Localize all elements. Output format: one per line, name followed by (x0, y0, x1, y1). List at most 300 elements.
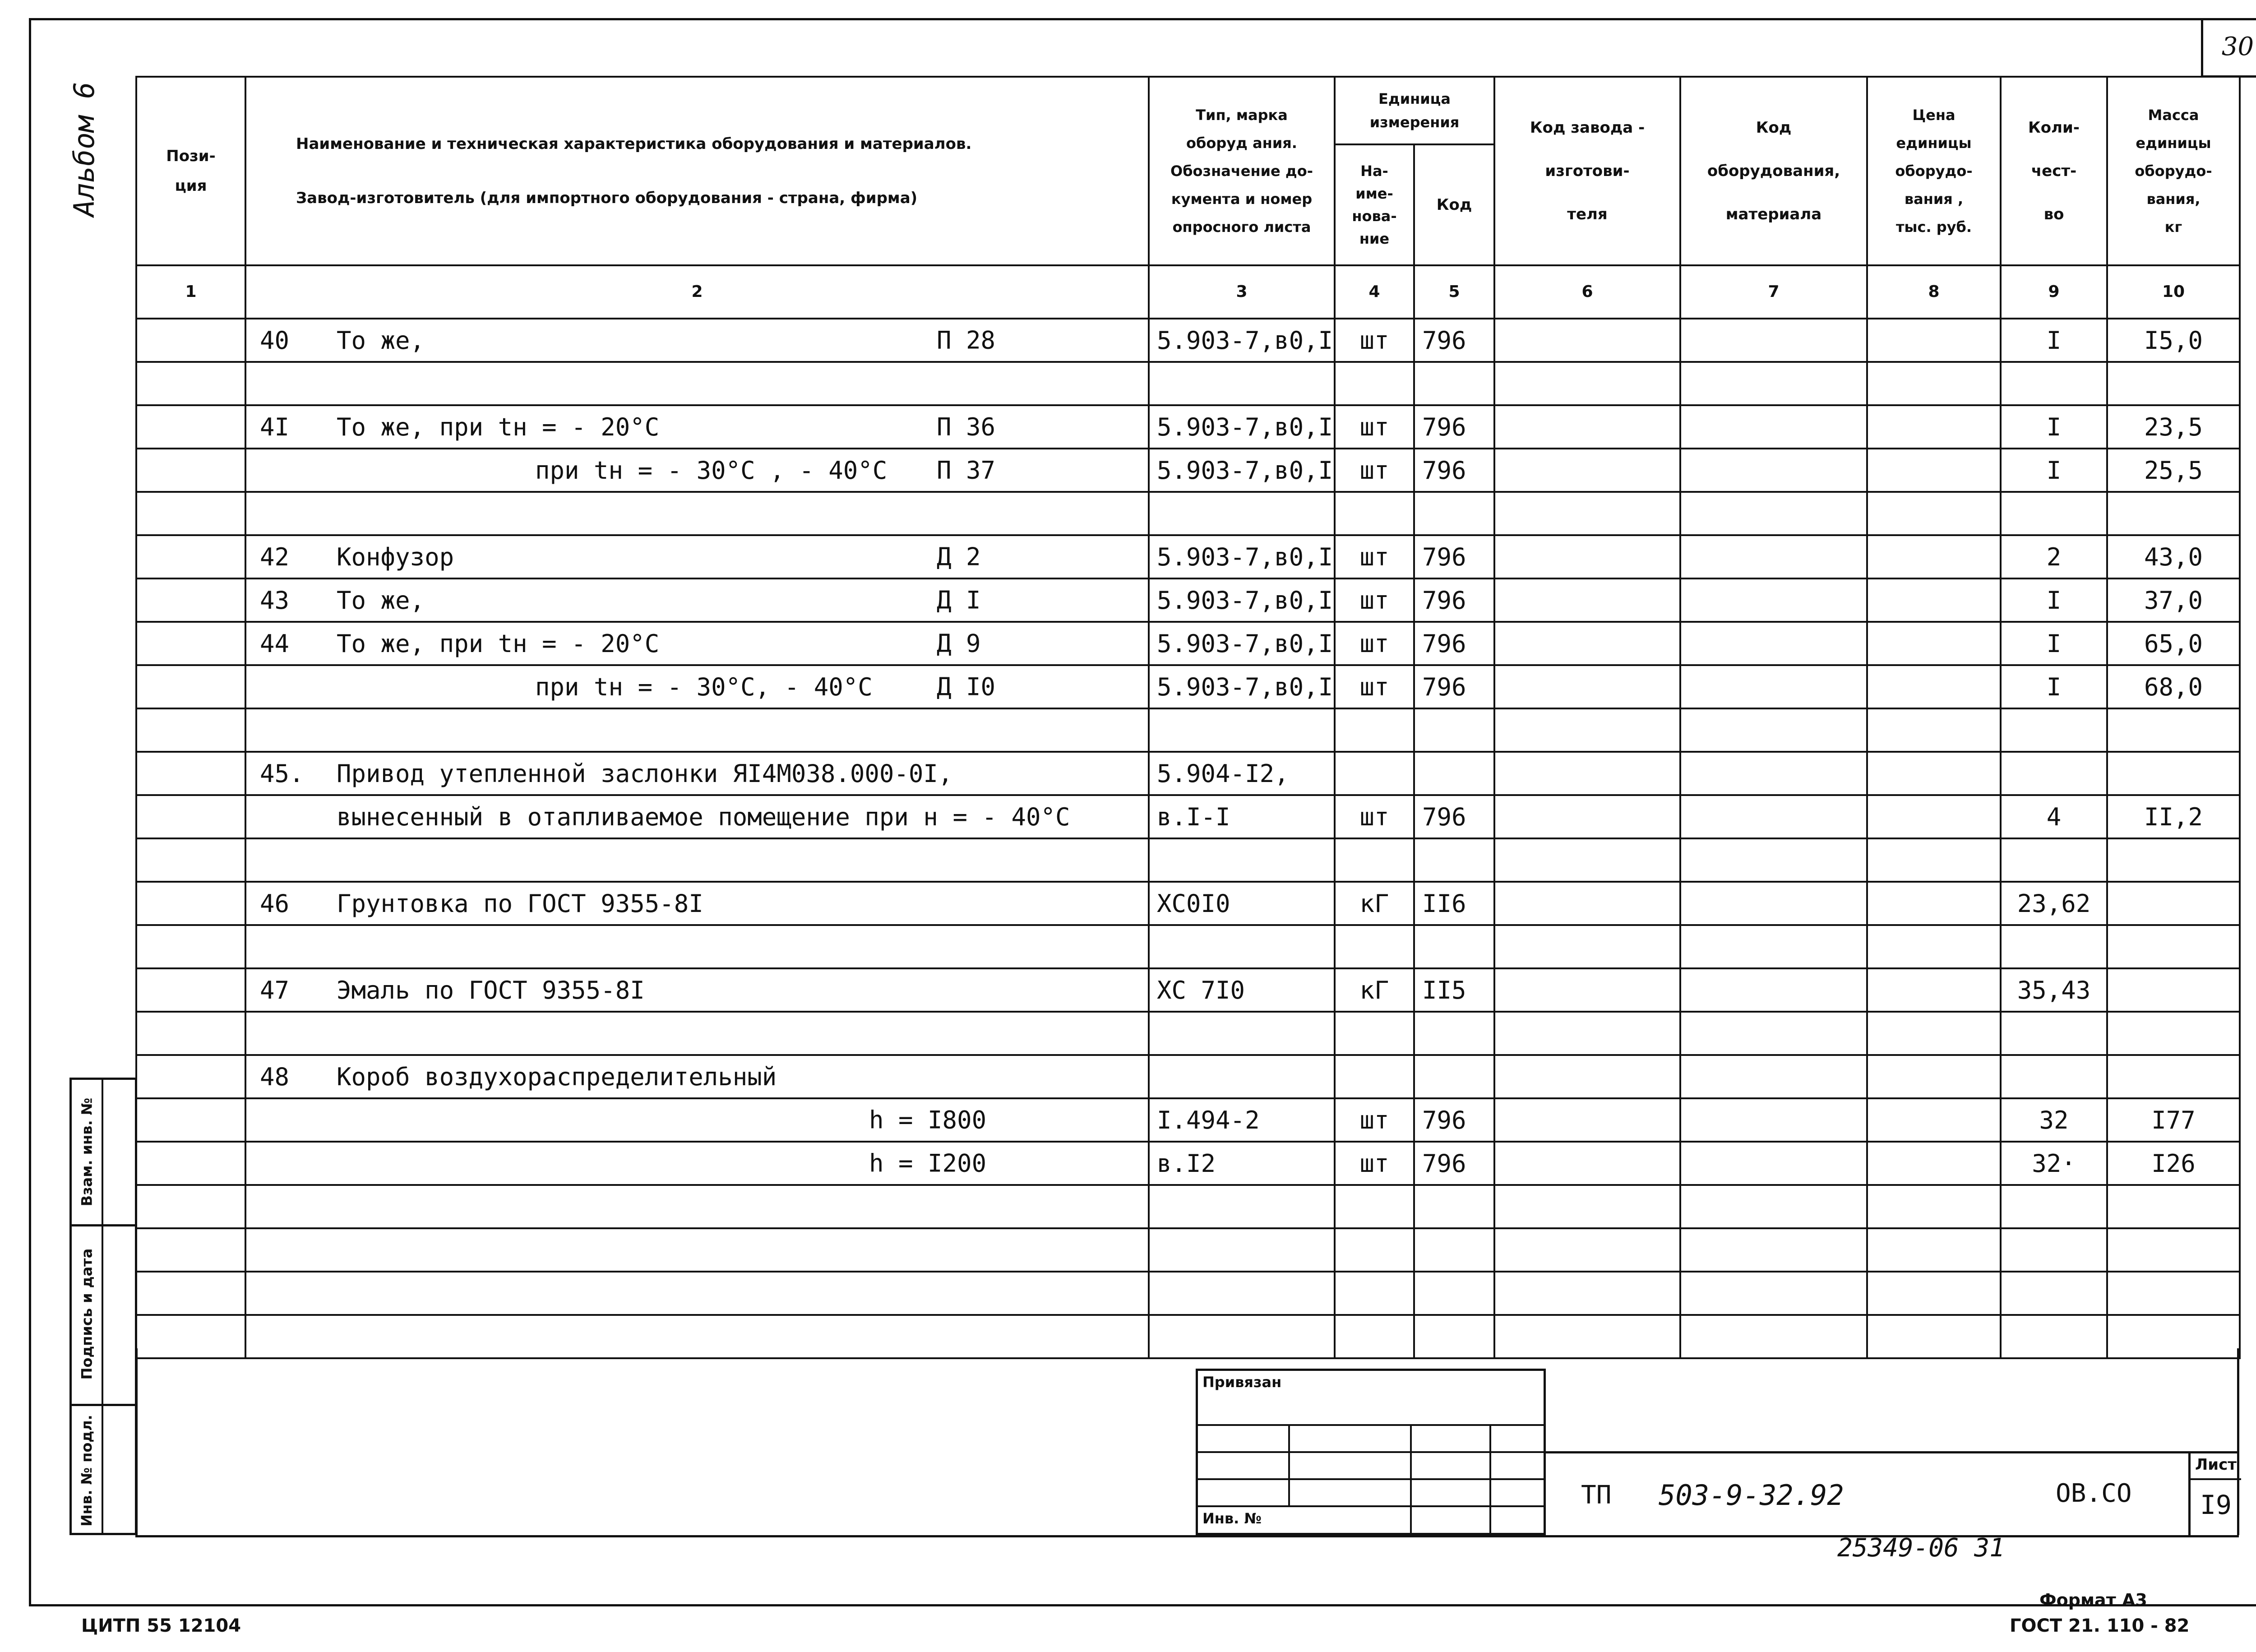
cell-qty (2001, 1228, 2107, 1272)
cell-empty (1494, 838, 1680, 882)
cell-qty (2001, 708, 2107, 752)
cell-mass: 25,5 (2107, 449, 2240, 492)
cell-unit: шт (1335, 405, 1414, 449)
table-row (136, 1098, 2240, 1142)
cell-empty (1680, 319, 1867, 362)
cell-empty (136, 968, 245, 1012)
cell-empty (1867, 1055, 2001, 1098)
cell-mass: I5,0 (2107, 319, 2240, 362)
stamp-inv-label: Инв. № (1202, 1510, 1262, 1527)
album-note: Альбом 6 (68, 82, 101, 217)
cell-mark: П 37 (937, 456, 996, 485)
table-row (136, 882, 2240, 925)
header-type: Тип, марка оборуд ания. Обозначение до- кумента и номер опросного листа (1149, 77, 1335, 265)
cell-name (245, 405, 1149, 449)
cell-name (245, 449, 1149, 492)
cell-empty (1680, 925, 1867, 968)
cell-name (245, 968, 1149, 1012)
cell-qty: I (2001, 578, 2107, 622)
cell-qty: 4 (2001, 795, 2107, 838)
cell-type (1149, 1272, 1335, 1315)
cell-empty (1867, 1098, 2001, 1142)
cell-empty (136, 795, 245, 838)
cell-description: при tн = - 30°С , - 40°С (535, 456, 888, 485)
label-signature-date: Подпись и дата (78, 1248, 95, 1380)
cell-empty (1494, 925, 1680, 968)
cell-mass (2107, 838, 2240, 882)
cell-empty (1680, 449, 1867, 492)
cell-code (1414, 1272, 1494, 1315)
cell-type: 5.903-7,в0,I (1149, 665, 1335, 708)
cell-unit (1335, 1185, 1414, 1228)
cell-position: 46 (260, 889, 290, 918)
cell-mark: Д I (937, 586, 981, 615)
cell-type (1149, 362, 1335, 405)
cell-qty: 32· (2001, 1142, 2107, 1185)
cell-empty (1494, 1055, 1680, 1098)
cell-name (245, 1272, 1149, 1315)
header-mass: Масса единицы оборудо- вания, кг (2107, 77, 2240, 265)
col-number: 7 (1680, 265, 1867, 319)
cell-position: 47 (260, 976, 290, 1004)
cell-code: 796 (1414, 449, 1494, 492)
cell-name (245, 1185, 1149, 1228)
cell-empty (1680, 492, 1867, 535)
cell-position: 48 (260, 1062, 290, 1091)
cell-code: 796 (1414, 795, 1494, 838)
cell-empty (1680, 708, 1867, 752)
cell-empty (136, 882, 245, 925)
cell-qty (2001, 1055, 2107, 1098)
cell-mass: 43,0 (2107, 535, 2240, 578)
table-row (136, 449, 2240, 492)
cell-position: 45. (260, 759, 304, 788)
cell-code (1414, 752, 1494, 795)
cell-unit (1335, 1228, 1414, 1272)
cell-code (1414, 492, 1494, 535)
cell-empty (1680, 578, 1867, 622)
cell-name (245, 752, 1149, 795)
cell-empty (1494, 1228, 1680, 1272)
sheet-label: Лист (2191, 1451, 2241, 1480)
cell-type: ХС0I0 (1149, 882, 1335, 925)
cell-unit: шт (1335, 622, 1414, 665)
cell-type: в.I2 (1149, 1142, 1335, 1185)
sheet-value: I9 (2200, 1490, 2232, 1520)
cell-empty (1494, 1315, 1680, 1358)
cell-description: Эмаль по ГОСТ 9355-8I (337, 976, 645, 1004)
cell-description: вынесенный в отапливаемое помещение при н = - 40°С (337, 802, 1070, 831)
cell-description: при tн = - 30°С, - 40°С (535, 672, 873, 701)
cell-unit (1335, 1315, 1414, 1358)
header-factory-code: Код завода - изготови- теля (1494, 77, 1680, 265)
cell-empty (1680, 1315, 1867, 1358)
cell-empty (1867, 1185, 2001, 1228)
cell-code: 796 (1414, 405, 1494, 449)
cell-empty (1494, 1142, 1680, 1185)
title-block (1546, 1451, 2239, 1537)
cell-mark: П 36 (937, 412, 996, 441)
cell-mass: I26 (2107, 1142, 2240, 1185)
cell-empty (1867, 492, 2001, 535)
cell-empty (1680, 1098, 1867, 1142)
cell-mark: h = I200 (869, 1149, 987, 1178)
cell-empty (1680, 752, 1867, 795)
cell-type: в.I-I (1149, 795, 1335, 838)
cell-empty (136, 665, 245, 708)
cell-mass (2107, 925, 2240, 968)
cell-position: 44 (260, 629, 290, 658)
cell-name (245, 795, 1149, 838)
cell-code: II5 (1414, 968, 1494, 1012)
cell-code: 796 (1414, 665, 1494, 708)
cell-empty (1680, 882, 1867, 925)
cell-empty (1867, 708, 2001, 752)
table-row (136, 1055, 2240, 1098)
cipt-label: ЦИТП 55 12104 (81, 1615, 241, 1636)
cell-empty (1867, 405, 2001, 449)
cell-type: 5.903-7,в0,I (1149, 405, 1335, 449)
cell-mark: Д 2 (937, 542, 981, 571)
cell-empty (136, 405, 245, 449)
cell-empty (1680, 362, 1867, 405)
col-number: 5 (1414, 265, 1494, 319)
cell-unit (1335, 708, 1414, 752)
title-mark: ОВ.СО (2056, 1479, 2132, 1508)
cell-mass (2107, 362, 2240, 405)
cell-type (1149, 708, 1335, 752)
cell-empty (1680, 1012, 1867, 1055)
cell-empty (1494, 319, 1680, 362)
cell-type (1149, 925, 1335, 968)
col-number: 10 (2107, 265, 2240, 319)
cell-empty (136, 838, 245, 882)
title-tp: ТП (1581, 1481, 1612, 1510)
cell-position: 40 (260, 326, 290, 355)
label-replacement-inv: Взам. инв. № (78, 1097, 96, 1207)
cell-code (1414, 1315, 1494, 1358)
cell-empty (1867, 1228, 2001, 1272)
cell-type: 5.903-7,в0,I (1149, 578, 1335, 622)
cell-name (245, 1142, 1149, 1185)
cell-name (245, 1315, 1149, 1358)
cell-empty (1867, 968, 2001, 1012)
cell-empty (1680, 622, 1867, 665)
cell-mass: II,2 (2107, 795, 2240, 838)
cell-unit: шт (1335, 578, 1414, 622)
cell-type (1149, 1185, 1335, 1228)
table-row (136, 1315, 2240, 1358)
cell-mass: 37,0 (2107, 578, 2240, 622)
cell-empty (1867, 795, 2001, 838)
col-number: 9 (2001, 265, 2107, 319)
cell-type (1149, 1055, 1335, 1098)
cell-mass (2107, 1272, 2240, 1315)
cell-type: 5.903-7,в0,I (1149, 622, 1335, 665)
col-number: 3 (1149, 265, 1335, 319)
table-row (136, 968, 2240, 1012)
cell-qty (2001, 838, 2107, 882)
cell-empty (1680, 535, 1867, 578)
cell-empty (1494, 1185, 1680, 1228)
cell-empty (1680, 1142, 1867, 1185)
cell-mass (2107, 1012, 2240, 1055)
cell-qty: I (2001, 405, 2107, 449)
header-units: Единица измерения (1335, 77, 1494, 144)
cell-empty (136, 1315, 245, 1358)
cell-empty (136, 492, 245, 535)
col-number: 4 (1335, 265, 1414, 319)
cell-mass (2107, 882, 2240, 925)
cell-name (245, 1228, 1149, 1272)
cell-mass (2107, 752, 2240, 795)
table-row (136, 1142, 2240, 1185)
cell-empty (1494, 1098, 1680, 1142)
cell-empty (1494, 708, 1680, 752)
cell-code: II6 (1414, 882, 1494, 925)
cell-empty (1867, 578, 2001, 622)
cell-empty (1680, 838, 1867, 882)
cell-type (1149, 1012, 1335, 1055)
col-number: 6 (1494, 265, 1680, 319)
cell-qty (2001, 362, 2107, 405)
cell-empty (1494, 882, 1680, 925)
sheet-box (2188, 1451, 2241, 1535)
cell-qty (2001, 1272, 2107, 1315)
cell-unit (1335, 1055, 1414, 1098)
cell-empty (136, 925, 245, 968)
cell-type: 5.903-7,в0,I (1149, 449, 1335, 492)
cell-mass: 68,0 (2107, 665, 2240, 708)
cell-empty (1494, 795, 1680, 838)
header-price: Цена единицы оборудо- вания , тыс. руб. (1867, 77, 2001, 265)
header-name: Наименование и техническая характеристика оборудования и материалов. Завод-изготовитель (для импортного оборудования - страна, фирма) (245, 77, 1149, 265)
cell-type: I.494-2 (1149, 1098, 1335, 1142)
cell-qty: 32 (2001, 1098, 2107, 1142)
cell-name (245, 925, 1149, 968)
binding-stamp (1196, 1369, 1546, 1535)
cell-unit (1335, 1012, 1414, 1055)
cell-name (245, 708, 1149, 752)
cell-empty (1867, 752, 2001, 795)
cell-description: То же, (337, 326, 425, 355)
label-original-inv: Инв. № подл. (78, 1415, 96, 1527)
cell-name (245, 882, 1149, 925)
cell-unit: шт (1335, 1098, 1414, 1142)
format-label: Формат А3 (2039, 1590, 2147, 1610)
cell-empty (136, 1142, 245, 1185)
table-row (136, 319, 2240, 362)
cell-code: 796 (1414, 1142, 1494, 1185)
cell-empty (1680, 405, 1867, 449)
cell-empty (1867, 882, 2001, 925)
cell-empty (1867, 1272, 2001, 1315)
table-row (136, 795, 2240, 838)
cell-empty (1867, 925, 2001, 968)
header-unit-code: Код (1414, 144, 1494, 265)
cell-unit: шт (1335, 319, 1414, 362)
cell-name (245, 1055, 1149, 1098)
cell-description: Конфузор (337, 542, 454, 571)
cell-empty (1867, 1315, 2001, 1358)
cell-position: 42 (260, 542, 290, 571)
cell-name (245, 535, 1149, 578)
cell-empty (1494, 492, 1680, 535)
cell-code: 796 (1414, 1098, 1494, 1142)
header-unit-name: На- име- нова- ние (1335, 144, 1414, 265)
cell-empty (136, 1055, 245, 1098)
cell-empty (136, 1012, 245, 1055)
cell-type: ХС 7I0 (1149, 968, 1335, 1012)
table-row (136, 535, 2240, 578)
cell-unit (1335, 492, 1414, 535)
table-row (136, 1272, 2240, 1315)
cell-empty (1680, 1055, 1867, 1098)
cell-mass (2107, 1228, 2240, 1272)
cell-code (1414, 1185, 1494, 1228)
cell-code: 796 (1414, 319, 1494, 362)
cell-qty (2001, 1185, 2107, 1228)
cell-empty (1494, 665, 1680, 708)
cell-qty: 35,43 (2001, 968, 2107, 1012)
cell-empty (1867, 665, 2001, 708)
cell-code: 796 (1414, 578, 1494, 622)
cell-code (1414, 708, 1494, 752)
cell-unit: кГ (1335, 968, 1414, 1012)
cell-code (1414, 1055, 1494, 1098)
cell-code (1414, 925, 1494, 968)
cell-unit (1335, 838, 1414, 882)
table-row (136, 925, 2240, 968)
cell-code (1414, 362, 1494, 405)
table-row (136, 362, 2240, 405)
cell-empty (1867, 449, 2001, 492)
col-number: 8 (1867, 265, 2001, 319)
table-row (136, 405, 2240, 449)
cell-code (1414, 838, 1494, 882)
cell-type: 5.903-7,в0,I (1149, 319, 1335, 362)
cell-empty (1680, 1185, 1867, 1228)
cell-empty (1867, 1012, 2001, 1055)
cell-empty (136, 1228, 245, 1272)
cell-code: 796 (1414, 535, 1494, 578)
cell-empty (136, 1098, 245, 1142)
cell-qty (2001, 492, 2107, 535)
cell-description: То же, (337, 586, 425, 615)
cell-empty (136, 708, 245, 752)
cell-mark: П 28 (937, 326, 996, 355)
cell-name (245, 1098, 1149, 1142)
cell-qty (2001, 1315, 2107, 1358)
cell-type: 5.903-7,в0,I (1149, 535, 1335, 578)
cell-mass (2107, 492, 2240, 535)
cell-position: 4I (260, 412, 290, 441)
table-row (136, 1012, 2240, 1055)
cell-unit: шт (1335, 795, 1414, 838)
cell-empty (136, 449, 245, 492)
stamp-binding-label: Привязан (1202, 1374, 1282, 1391)
cell-qty: I (2001, 665, 2107, 708)
cell-empty (1494, 578, 1680, 622)
cell-mass: 23,5 (2107, 405, 2240, 449)
cell-unit: шт (1335, 1142, 1414, 1185)
cell-empty (1494, 1272, 1680, 1315)
cell-empty (136, 319, 245, 362)
cell-unit: шт (1335, 665, 1414, 708)
cell-qty: I (2001, 449, 2107, 492)
table-row (136, 492, 2240, 535)
cell-description: Короб воздухораспределительный (337, 1062, 777, 1091)
cell-type: 5.904-I2, (1149, 752, 1335, 795)
cell-empty (1494, 1012, 1680, 1055)
cell-type (1149, 1315, 1335, 1358)
cell-empty (1867, 319, 2001, 362)
table-row (136, 578, 2240, 622)
cell-empty (136, 752, 245, 795)
cell-code (1414, 1012, 1494, 1055)
cell-empty (1867, 622, 2001, 665)
table-row (136, 622, 2240, 665)
cell-empty (1494, 405, 1680, 449)
cell-qty (2001, 1012, 2107, 1055)
cell-qty (2001, 925, 2107, 968)
left-rule (135, 1348, 138, 1535)
cell-unit (1335, 925, 1414, 968)
cell-empty (136, 1272, 245, 1315)
cell-empty (1680, 795, 1867, 838)
cell-position: 43 (260, 586, 290, 615)
cell-name (245, 665, 1149, 708)
cell-unit (1335, 752, 1414, 795)
cell-mass (2107, 708, 2240, 752)
cell-type (1149, 492, 1335, 535)
cell-name (245, 622, 1149, 665)
cell-empty (136, 362, 245, 405)
cell-empty (1680, 1228, 1867, 1272)
cell-qty: I (2001, 319, 2107, 362)
table-row (136, 1228, 2240, 1272)
cell-mark: Д 9 (937, 629, 981, 658)
cell-empty (136, 1185, 245, 1228)
cell-mass (2107, 1185, 2240, 1228)
cell-empty (1680, 1272, 1867, 1315)
cell-qty (2001, 752, 2107, 795)
cell-empty (136, 622, 245, 665)
specification-table (135, 76, 2241, 1359)
cell-mark: h = I800 (869, 1106, 987, 1134)
cell-name (245, 492, 1149, 535)
cell-name (245, 578, 1149, 622)
cell-empty (1867, 1142, 2001, 1185)
cell-description: Грунтовка по ГОСТ 9355-8I (337, 889, 703, 918)
title-document-code: 503-9-32.92 (1659, 1479, 1844, 1512)
page-number: 30 (2201, 20, 2256, 78)
table-row (136, 1185, 2240, 1228)
cell-empty (1867, 535, 2001, 578)
gost-label: ГОСТ 21. 110 - 82 (2010, 1615, 2190, 1636)
cell-name (245, 319, 1149, 362)
cell-mark: Д I0 (937, 672, 996, 701)
header-equipment-code: Код оборудования, материала (1680, 77, 1867, 265)
table-row (136, 665, 2240, 708)
cell-name (245, 838, 1149, 882)
cell-unit (1335, 362, 1414, 405)
cell-empty (1867, 838, 2001, 882)
table-row (136, 752, 2240, 795)
cell-qty: 23,62 (2001, 882, 2107, 925)
cell-empty (1867, 362, 2001, 405)
cell-empty (1494, 752, 1680, 795)
